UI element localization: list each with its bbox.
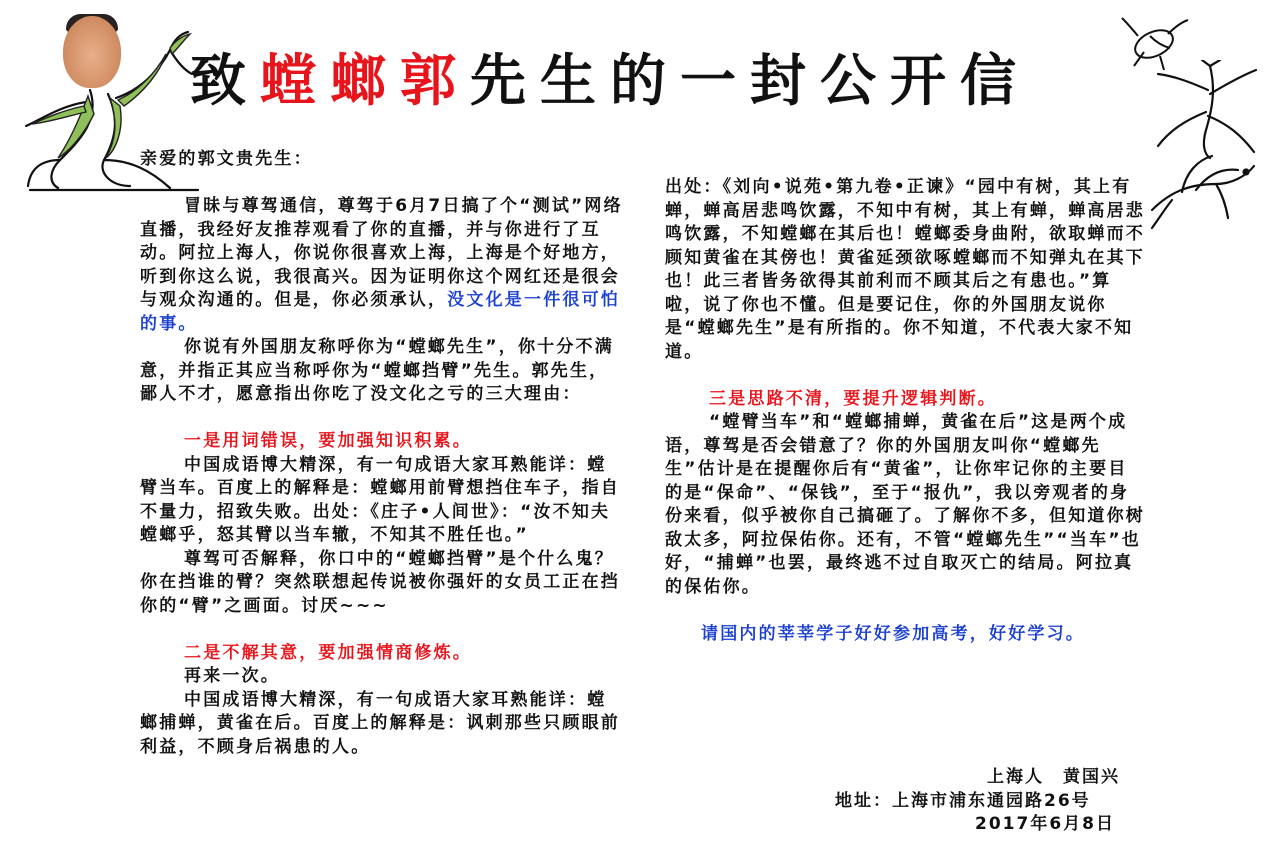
paragraph: “螳臂当车”和“螳螂捕蝉，黄雀在后”这是两个成语，尊驾是否会错意了？你的外国朋友叫你“螳螂先生”估计是在提醒你后有“黄雀”，让你牢记你的主要目的是“保命”、“保钱”，至于“报仇”，我以旁观者的身份来看，似乎被你自己搞砸了。了解你不多，但知道你树敌太多，阿拉保佑你。还有，不管“螳螂先生”“当车”也好，“捕蝉”也罢，最终逃不过自取灭亡的结局。阿拉真的保佑你。	[665, 412, 1145, 597]
paragraph: 出处：《刘向•说苑•第九卷•正谏》“园中有树，其上有蝉，蝉高居悲鸣饮露，不知中有树，其上有蝉，蝉高居悲鸣饮露，不知螳螂在其后也！螳螂委身曲附，欲取蝉而不顾知黄雀在其傍也！黄雀延颈欲啄螳螂而不知弹丸在其下也！此三者皆务欲得其前利而不顾其后之有患也。”算啦，说了你也不懂。但是要记住，你的外国朋友说你是“螳螂先生”是有所指的。你不知道，不代表大家不知道。	[665, 177, 1145, 362]
title-part-2: 螳螂郭	[260, 49, 470, 114]
paragraph: 尊驾可否解释，你口中的“螳螂挡臂”是个什么鬼？你在挡谁的臂？突然联想起传说被你强奸的女员工正在挡你的“臂”之画面。讨厌~~~	[140, 548, 620, 616]
paragraph: 你说有外国朋友称呼你为“螳螂先生”，你十分不满意，并指正其应当称呼你为“螳螂挡臂”先生。郭先生，鄙人不才，愿意指出你吃了没文化之亏的三大理由：	[140, 337, 614, 404]
highlight-text: 没文化是一件很可怕的事。	[140, 290, 621, 334]
oriole-bird-icon	[1142, 150, 1262, 230]
section-heading: 三是思路不清，要提升逻辑判断。	[709, 388, 997, 409]
letter-right-column	[665, 176, 1145, 646]
signature-date: 2017年6月8日	[975, 814, 1115, 834]
paragraph	[140, 195, 625, 336]
section-heading: 一是用词错误，要加强知识积累。	[184, 431, 472, 451]
page-title	[190, 44, 1070, 120]
paragraph: 再来一次。	[184, 666, 280, 686]
closing-line: 请国内的莘莘学子好好参加高考，好好学习。	[701, 623, 1085, 644]
signature-address: 地址：上海市浦东通园路26号	[835, 791, 1091, 811]
face-photo	[63, 16, 121, 88]
title-part-1: 致	[190, 49, 260, 114]
paragraph: 中国成语博大精深，有一句成语大家耳熟能详：螳螂捕蝉，黄雀在后。百度上的解释是：讽刺那些只顾眼前利益，不顾身后祸患的人。	[140, 689, 620, 757]
paragraph: 中国成语博大精深，有一句成语大家耳熟能详：螳臂当车。百度上的解释是：螳螂用前臂想挡住车子，指自不量力，招致失败。出处：《庄子•人间世》：“汝不知夫螳螂乎，怒其臂以当车辙，不知其不胜任也。”	[140, 454, 620, 545]
mantis-icon	[1150, 60, 1260, 160]
salutation: 亲爱的郭文贵先生：	[140, 149, 313, 169]
title-part-3: 先生的一封公开信	[470, 49, 1030, 114]
letter-left-column	[140, 148, 625, 759]
signature-author: 上海人 黄国兴	[987, 767, 1120, 787]
section-heading: 二是不解其意，要加强情商修炼。	[184, 642, 472, 663]
paragraph-text: 冒昧与尊驾通信，尊驾于6月7日搞了个“测试”网络直播，我经好友推荐观看了你的直播，并与你进行了互动。阿拉上海人，你说你很喜欢上海，上海是个好地方，听到你这么说，我很高兴。因为证明你这个网红还是很会与观众沟通的。但是，你必须承认，	[140, 196, 623, 310]
